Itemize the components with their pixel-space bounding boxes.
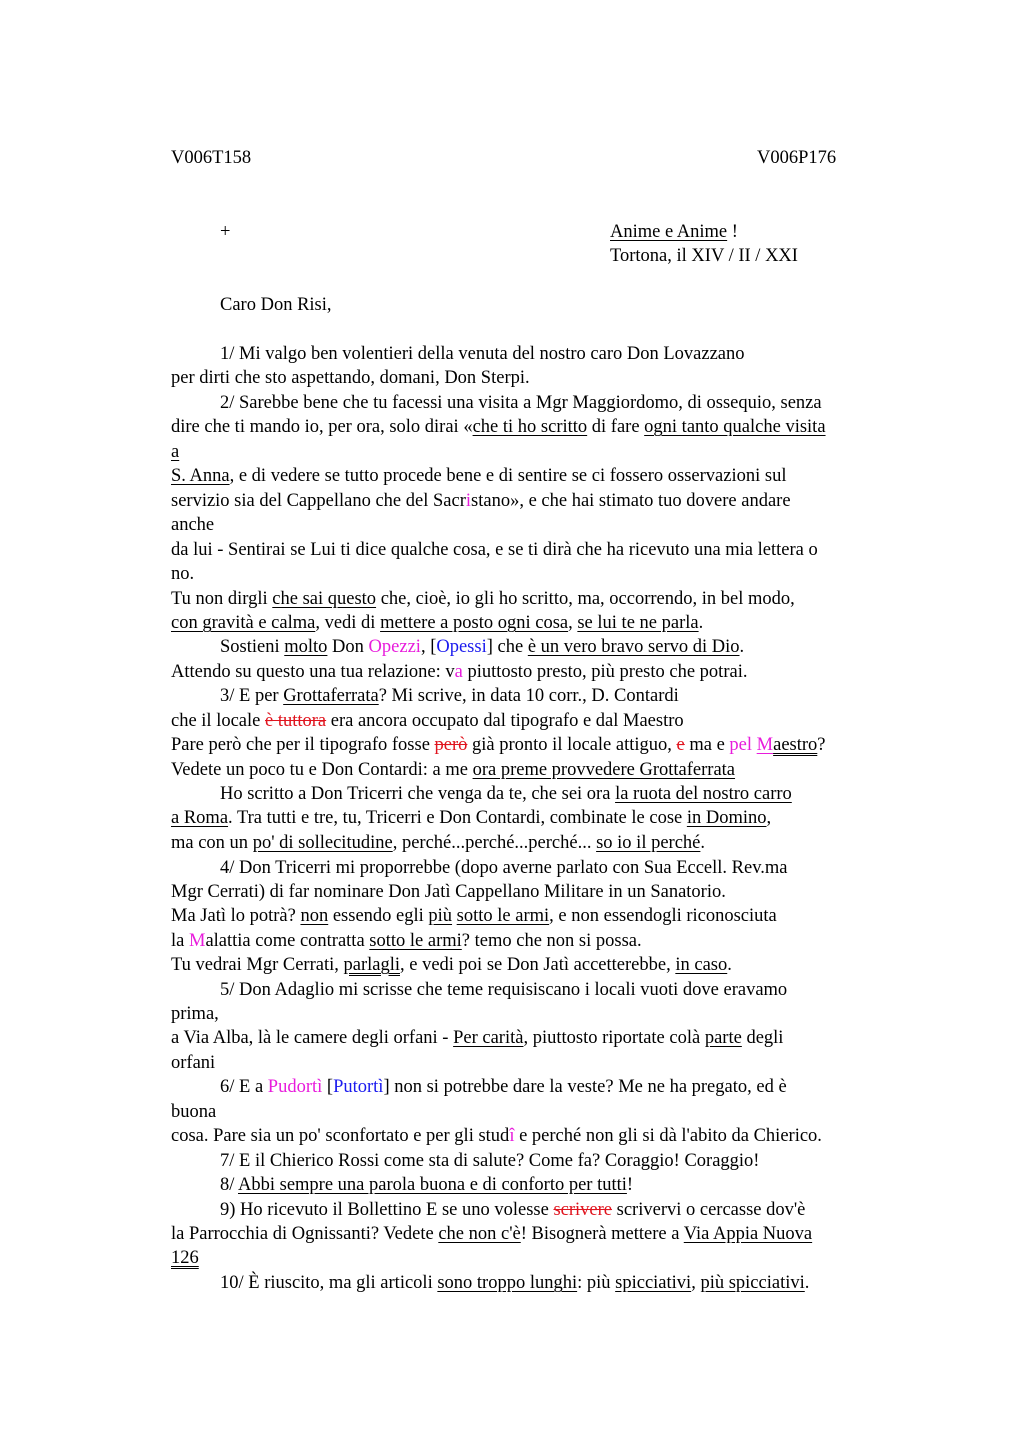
text-segment: i xyxy=(465,491,472,511)
text-segment: più xyxy=(428,906,453,926)
text-segment: scrivervi o cercasse dov'è xyxy=(612,1200,806,1220)
text-segment: orfani xyxy=(171,1053,216,1073)
text-segment: , e vedi poi se Don Jatì accetterebbe, xyxy=(400,955,676,975)
letter-line xyxy=(220,978,787,1002)
header-left-code: V006T158 xyxy=(171,148,252,168)
text-segment: molto xyxy=(284,637,328,657)
text-segment: 6/ E a xyxy=(220,1077,268,1097)
text-segment: dire che ti mando io, per ora, solo dirai « xyxy=(171,417,473,437)
text-segment: parte xyxy=(704,1028,742,1048)
text-segment: M xyxy=(188,931,206,951)
text-segment: di fare xyxy=(587,417,645,437)
text-segment: Pudortì xyxy=(267,1077,323,1097)
text-segment: pel xyxy=(729,735,753,755)
text-segment: sono troppo lunghi xyxy=(437,1273,578,1293)
letter-line xyxy=(220,856,788,880)
text-segment: 4/ Don Tricerri mi proporrebbe (dopo averne parlato con Sua Eccell. Rev.ma xyxy=(220,858,788,878)
letter-line xyxy=(171,953,732,977)
text-segment: . xyxy=(727,955,732,975)
text-segment: servizio sia del Cappellano che del Sacr xyxy=(171,491,466,511)
text-segment: 7/ E il Chierico Rossi come sta di salute? Come fa? Coraggio! Coraggio! xyxy=(220,1151,760,1171)
text-segment: ] non si potrebbe dare la veste? Me ne ha pregato, ed è xyxy=(383,1077,787,1097)
text-segment: ma e xyxy=(684,735,730,755)
text-segment: , vedi di xyxy=(315,613,381,633)
text-segment: , xyxy=(568,613,578,633)
text-segment: degli xyxy=(741,1028,784,1048)
letter-line xyxy=(220,1271,809,1295)
text-segment: . xyxy=(698,613,704,633)
text-segment: Tu vedrai Mgr Cerrati, xyxy=(171,955,344,975)
letter-line xyxy=(171,562,194,586)
text-segment: alattia come contratta xyxy=(205,931,370,951)
text-segment: piuttosto presto, più presto che potrai. xyxy=(462,662,748,682)
text-segment: già pronto il locale attiguo, xyxy=(467,735,677,755)
letter-line xyxy=(171,880,726,904)
text-segment: 9) Ho ricevuto il Bollettino E se uno volesse xyxy=(220,1200,554,1220)
text-segment: Opezzi xyxy=(368,637,421,657)
text-segment: , perché...perché...perché... xyxy=(392,833,597,853)
text-segment: ogni tanto qualche visita xyxy=(644,417,826,437)
text-segment: Ma Jatì lo potrà? xyxy=(171,906,301,926)
letter-line xyxy=(220,684,679,708)
text-segment: ? xyxy=(817,735,826,755)
letter-line xyxy=(171,806,771,830)
text-segment: Abbi sempre una parola buona e di conforto per tutti xyxy=(238,1175,627,1195)
text-segment: la Parrocchia di Ognissanti? Vedete xyxy=(171,1224,439,1244)
letter-line xyxy=(220,1075,787,1099)
text-segment: se lui te ne parla xyxy=(577,613,699,633)
text-segment: , xyxy=(691,1273,701,1293)
letter-line xyxy=(171,464,786,488)
letter-line xyxy=(171,904,777,928)
text-segment: Opessi xyxy=(436,637,487,657)
letter-line xyxy=(171,1246,199,1270)
text-segment: . xyxy=(739,637,745,657)
text-segment: î xyxy=(509,1126,515,1146)
text-segment: Ho scritto a Don Tricerri che venga da te, che sei ora xyxy=(220,784,616,804)
text-segment: che sai questo xyxy=(272,589,377,609)
text-segment: Tu non dirgli xyxy=(171,589,273,609)
text-segment: Sostieni xyxy=(220,637,285,657)
letter-line xyxy=(171,489,791,513)
text-segment: 3/ E per xyxy=(220,686,284,706)
date-line: Tortona, il XIV / II / XXI xyxy=(610,246,798,266)
letter-line xyxy=(220,391,822,415)
text-segment: 2/ Sarebbe bene che tu facessi una visita a Mgr Maggiordomo, di ossequio, senza xyxy=(220,393,822,413)
text-segment: ! Bisognerà mettere a xyxy=(520,1224,684,1244)
letter-line xyxy=(171,929,642,953)
text-segment: 126 xyxy=(171,1248,199,1268)
text-segment: in Domino xyxy=(686,808,767,828)
text-segment: la ruota del nostro carro xyxy=(615,784,792,804)
text-segment: ? temo che non si possa. xyxy=(461,931,642,951)
letter-line xyxy=(171,366,530,390)
text-segment: 5/ Don Adaglio mi scrisse che teme requisiscano i locali vuoti dove eravamo xyxy=(220,980,788,1000)
text-segment: per dirti che sto aspettando, domani, Don Sterpi. xyxy=(171,368,530,388)
text-segment: ? Mi scrive, in data 10 corr., D. Contardi xyxy=(378,686,679,706)
text-segment: è un vero bravo servo di Dio xyxy=(527,637,740,657)
text-segment: stano», e che hai stimato tuo dovere andare xyxy=(471,491,791,511)
text-segment: . xyxy=(804,1273,810,1293)
motto-text: Anime e Anime xyxy=(610,222,728,242)
text-segment: e perché non gli si dà l'abito da Chierico. xyxy=(514,1126,822,1146)
text-segment: ! xyxy=(626,1175,634,1195)
letter-line xyxy=(171,1100,216,1124)
text-segment: più spicciativi xyxy=(700,1273,805,1293)
text-segment: prima, xyxy=(171,1004,219,1024)
letter-line xyxy=(171,831,705,855)
text-segment: Don xyxy=(327,637,369,657)
text-segment: no. xyxy=(171,564,195,584)
text-segment: ] che xyxy=(486,637,528,657)
text-segment: , xyxy=(766,808,772,828)
text-segment: , e non essendogli riconosciuta xyxy=(549,906,777,926)
text-segment: che, cioè, io gli ho scritto, ma, occorrendo, in bel modo, xyxy=(376,589,795,609)
text-segment: sotto le armi xyxy=(456,906,550,926)
text-segment: so io il perché xyxy=(596,833,701,853)
letter-line xyxy=(171,1002,219,1026)
text-segment: che ti ho scritto xyxy=(472,417,588,437)
text-segment: mettere a posto ogni cosa xyxy=(380,613,569,633)
letter-line xyxy=(171,440,179,464)
letter-line xyxy=(171,538,818,562)
text-segment: ma con un xyxy=(171,833,253,853)
text-segment: , [ xyxy=(420,637,437,657)
text-segment: [ xyxy=(322,1077,334,1097)
text-segment: a xyxy=(454,662,463,682)
text-segment: parlagli xyxy=(343,955,400,975)
text-segment: Mgr Cerrati) di far nominare Don Jatì Cappellano Militare in un Sanatorio. xyxy=(171,882,726,902)
letter-line xyxy=(171,758,735,782)
letter-line xyxy=(171,1124,822,1148)
text-segment: la xyxy=(171,931,189,951)
text-segment: buona xyxy=(171,1102,217,1122)
letter-line xyxy=(220,782,792,806)
cross-symbol: + xyxy=(220,222,231,242)
letter-line xyxy=(171,660,747,684)
letter-line xyxy=(220,1173,633,1197)
text-segment: era ancora occupato dal tipografo e dal Maestro xyxy=(326,711,684,731)
letter-line xyxy=(171,1222,812,1246)
text-segment: è tuttora xyxy=(265,711,327,731)
text-segment: aestro xyxy=(773,735,818,755)
text-segment: . Tra tutti e tre, tu, Tricerri e Don Contardi, combinate le cose xyxy=(228,808,687,828)
text-segment: , piuttosto riportate colà xyxy=(523,1028,705,1048)
text-segment: 1/ Mi valgo ben volentieri della venuta del nostro caro Don Lovazzano xyxy=(220,344,745,364)
text-segment: Via Appia Nuova xyxy=(683,1224,813,1244)
letter-line xyxy=(171,1026,783,1050)
text-segment: in caso xyxy=(675,955,728,975)
motto xyxy=(610,220,738,244)
text-segment: però xyxy=(434,735,468,755)
text-segment: : più xyxy=(577,1273,616,1293)
letter-line xyxy=(220,635,744,659)
text-segment: che non c'è xyxy=(438,1224,521,1244)
text-segment: . xyxy=(700,833,706,853)
text-segment: con gravità e calma xyxy=(171,613,316,633)
text-segment: ora preme provvedere Grottaferrata xyxy=(472,760,736,780)
letter-line xyxy=(171,709,684,733)
text-segment: cosa. Pare sia un po' sconfortato e per gli stud xyxy=(171,1126,510,1146)
text-segment: Attendo su questo una tua relazione: v xyxy=(171,662,455,682)
motto-exclamation: ! xyxy=(727,222,738,242)
text-segment: 10/ È riuscito, ma gli articoli xyxy=(220,1273,438,1293)
text-segment: essendo egli xyxy=(328,906,429,926)
letter-line xyxy=(171,513,214,537)
text-segment: a Via Alba, là le camere degli orfani - xyxy=(171,1028,454,1048)
letter-line xyxy=(220,1198,805,1222)
text-segment: spicciativi xyxy=(615,1273,692,1293)
text-segment: e xyxy=(676,735,685,755)
text-segment: Putortì xyxy=(333,1077,384,1097)
letter-line xyxy=(171,587,795,611)
text-segment: non xyxy=(300,906,329,926)
text-segment: S. Anna xyxy=(171,466,230,486)
text-segment: , e di vedere se tutto procede bene e di sentire se ci fossero osservazioni sul xyxy=(229,466,787,486)
letter-line xyxy=(220,1149,759,1173)
text-segment: sotto le armi xyxy=(369,931,462,951)
text-segment: Grottaferrata xyxy=(283,686,379,706)
text-segment: po' di sollecitudine xyxy=(252,833,393,853)
letter-line xyxy=(171,611,703,635)
text-segment: che il locale xyxy=(171,711,265,731)
text-segment: M xyxy=(756,735,774,755)
text-segment: anche xyxy=(171,515,215,535)
text-segment: Pare però che per il tipografo fosse xyxy=(171,735,435,755)
text-segment: scrivere xyxy=(553,1200,613,1220)
letter-line xyxy=(220,342,745,366)
header-right-code: V006P176 xyxy=(757,148,837,168)
text-segment: da lui - Sentirai se Lui ti dice qualche cosa, e se ti dirà che ha ricevuto una mia lettera o xyxy=(171,540,818,560)
text-segment: Per carità xyxy=(453,1028,524,1048)
letter-line xyxy=(171,1051,215,1075)
text-segment: a xyxy=(171,442,180,462)
text-segment: Vedete un poco tu e Don Contardi: a me xyxy=(171,760,473,780)
letter-line xyxy=(171,415,826,439)
salutation: Caro Don Risi, xyxy=(220,295,332,315)
text-segment: 8/ xyxy=(220,1175,238,1195)
letter-line xyxy=(171,733,826,757)
text-segment: a Roma xyxy=(171,808,229,828)
